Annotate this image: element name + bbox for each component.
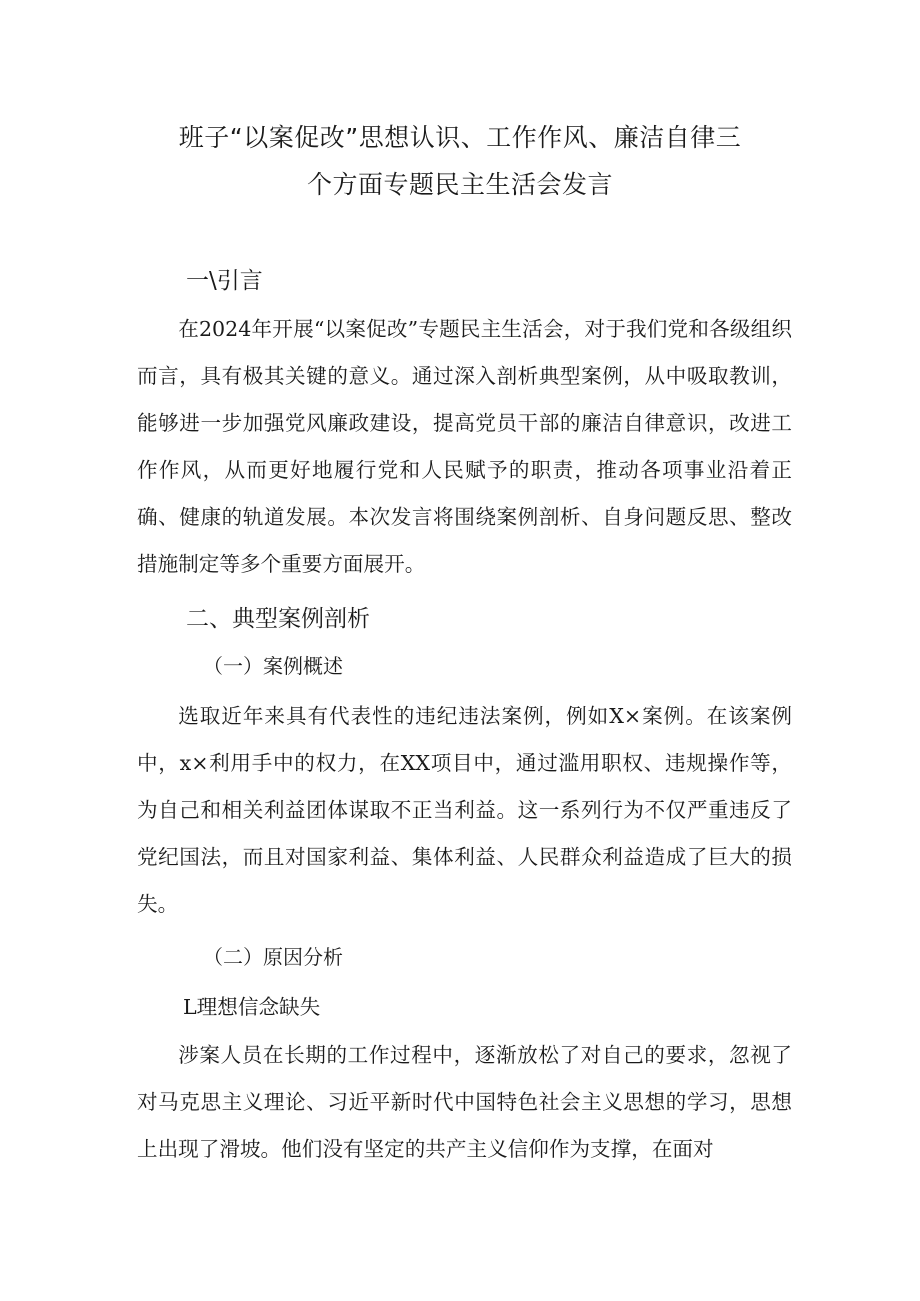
subsection1-paragraph: 选取近年来具有代表性的违纪违法案例，例如X×案例。在该案例中，x×利用手中的权力，在XX项目中，通过滥用职权、违规操作等，为自己和相关利益团体谋取不正当利益。这一系列行为不仅严重违反了党纪国法，而且对国家利益、集体利益、人民群众利益造成了巨大的损失。	[137, 704, 792, 916]
section2-heading: 二、典型案例剖析	[186, 606, 370, 632]
document-title-line2: 个方面专题民主生活会发言	[306, 170, 613, 199]
section1-heading: 一\引言	[186, 268, 263, 294]
document-title-line1: 班子“以案促改”思想认识、工作作风、廉洁自律三	[178, 123, 742, 152]
item1-heading: L理想信念缺失	[183, 995, 321, 1019]
subsection2-heading: （二）原因分析	[203, 945, 343, 969]
section1-paragraph: 在2024年开展“以案促改”专题民主生活会，对于我们党和各级组织而言，具有极其关键的意义。通过深入剖析典型案例，从中吸取教训，能够进一步加强党风廉政建设，提高党员干部的廉洁自律意识，改进工作作风，从而更好地履行党和人民赋予的职责，推动各项事业沿着正确、健康的轨道发展。本次发言将围绕案例剖析、自身问题反思、整改措施制定等多个重要方面展开。	[137, 317, 792, 576]
item1-paragraph: 涉案人员在长期的工作过程中，逐渐放松了对自己的要求，忽视了对马克思主义理论、习近平新时代中国特色社会主义思想的学习，思想上出现了滑坡。他们没有坚定的共产主义信仰作为支撑，在面对	[137, 1043, 792, 1161]
subsection1-heading: （一）案例概述	[203, 654, 343, 678]
